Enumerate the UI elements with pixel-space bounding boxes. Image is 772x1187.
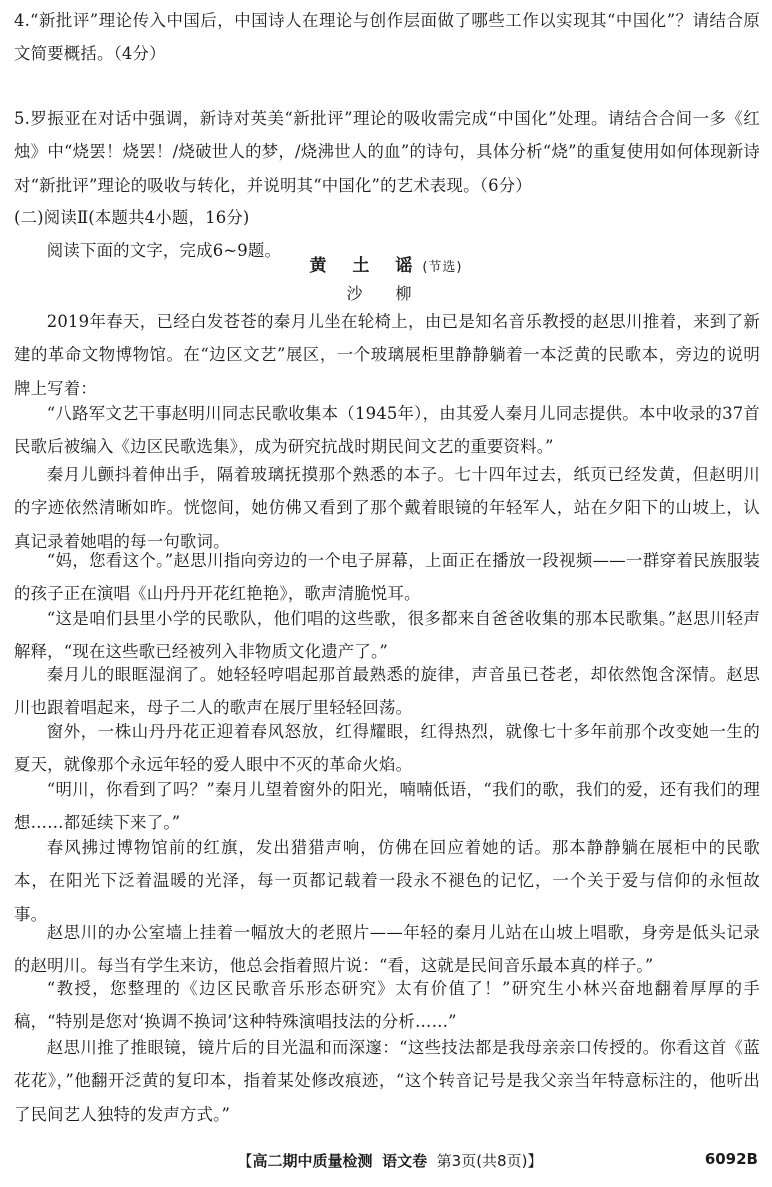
article-title-note: (节选) [422,260,463,275]
article-paragraph-3: 秦月儿颤抖着伸出手，隔着玻璃抚摸那个熟悉的本子。七十四年过去，纸页已经发黄，但赵明川的字迹依然清晰如昨。恍惚间，她仿佛又看到了那个戴着眼镜的年轻军人，站在夕阳下的山坡上，认真记录着她唱的每一句歌词。 [14,465,760,551]
footer-page-number: 第3页(共8页) [436,1152,528,1170]
footer-paper-code: 6092B [704,1150,758,1168]
article-paragraph-12: 赵思川推了推眼镜，镜片后的目光温和而深邃：“这些技法都是我母亲亲口传授的。你看这首《蓝花花》，”他翻开泛黄的复印本，指着某处修改痕迹，“这个转音记号是我父亲当年特意标注的，他听出了民间艺人独特的发声方式。” [14,1038,760,1124]
article-author: 沙 柳 [346,284,426,303]
article-paragraph-6: 秦月儿的眼眶湿润了。她轻轻哼唱起那首最熟悉的旋律，声音虽已苍老，却依然饱含深情。赵思川也跟着唱起来，母子二人的歌声在展厅里轻轻回荡。 [14,665,760,718]
article-paragraph-8: “明川，你看到了吗？”秦月儿望着窗外的阳光，喃喃低语，“我们的歌，我们的爱，还有我们的理想……都延续下来了。” [14,780,760,833]
footer-subject: 语文卷 [382,1152,428,1170]
footer-bracket-left: 【 [237,1152,253,1170]
article-paragraph-2: “八路军文艺干事赵明川同志民歌收集本（1945年），由其爱人秦月儿同志提供。本中收录的37首民歌后被编入《边区民歌选集》，成为研究抗战时期民间文艺的重要资料。” [14,404,760,457]
question-4: 4.“新批评”理论传入中国后，中国诗人在理论与创作层面做了哪些工作以实现其“中国化”？请结合原文简要概括。（4分） [14,11,760,64]
article-title-text: 黄 土 谣 [309,256,423,276]
page-footer [0,1150,772,1174]
section-instruction: 阅读下面的文字，完成6~9题。 [46,241,282,260]
footer-bracket-right: 】 [527,1152,543,1170]
article-paragraph-5: “这是咱们县里小学的民歌队，他们唱的这些歌，很多都来自爸爸收集的那本民歌集。”赵思川轻声解释，“现在这些歌已经被列入非物质文化遗产了。” [14,609,760,662]
question-5: 5.罗振亚在对话中强调，新诗对英美“新批评”理论的吸收需完成“中国化”处理。请结合合间一多《红烛》中“烧罢！烧罢！/烧破世人的梦，/烧沸世人的血”的诗句，具体分析“烧”的重复使用如何体现新诗对“新批评”理论的吸收与转化，并说明其“中国化”的艺术表现。（6分） [14,109,760,195]
article-paragraph-1: 2019年春天，已经白发苍苍的秦月儿坐在轮椅上，由已是知名音乐教授的赵思川推着，来到了新建的革命文物博物馆。在“边区文艺”展区，一个玻璃展柜里静静躺着一本泛黄的民歌本，旁边的说明牌上写着： [14,312,760,398]
article-paragraph-9: 春风拂过博物馆前的红旗，发出猎猎声响，仿佛在回应着她的话。那本静静躺在展柜中的民歌本，在阳光下泛着温暖的光泽，每一页都记载着一段永不褪色的记忆，一个关于爱与信仰的永恒故事。 [14,838,760,924]
article-title [0,251,772,276]
article-paragraph-4: “妈，您看这个。”赵思川指向旁边的一个电子屏幕，上面正在播放一段视频——一群穿着民族服装的孩子正在演唱《山丹丹开花红艳艳》，歌声清脆悦耳。 [14,551,760,604]
article-paragraph-10: 赵思川的办公室墙上挂着一幅放大的老照片——年轻的秦月儿站在山坡上唱歌，身旁是低头记录的赵明川。每当有学生来访，他总会指着照片说：“看，这就是民间音乐最本真的样子。” [14,923,760,976]
footer-exam-info [190,1150,590,1171]
section-heading: (二)阅读Ⅱ(本题共4小题，16分) [14,208,250,227]
footer-exam-name: 高二期中质量检测 [252,1152,373,1170]
article-paragraph-7: 窗外，一株山丹丹花正迎着春风怒放，红得耀眼，红得热烈，就像七十多年前那个改变她一生的夏天，就像那个永远年轻的爱人眼中不灭的革命火焰。 [14,722,760,775]
article-paragraph-11: “教授，您整理的《边区民歌音乐形态研究》太有价值了！”研究生小林兴奋地翻着厚厚的手稿，“特别是您对‘换调不换词’这种特殊演唱技法的分析……” [14,979,760,1032]
